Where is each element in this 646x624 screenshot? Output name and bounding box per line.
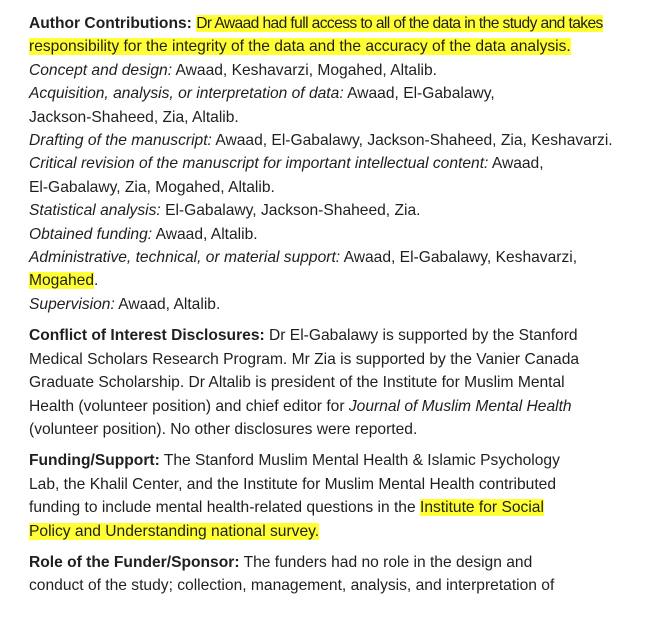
obtained-funding-line (29, 223, 641, 246)
supervision-line (29, 293, 641, 316)
supervision-label: Supervision: (29, 295, 115, 313)
funding-support-text-3: funding to include mental health-related questions in the (29, 499, 420, 517)
acquisition-line-1 (29, 82, 641, 105)
role-funder-line-1 (29, 551, 641, 574)
admin-support-label: Administrative, technical, or material support: (29, 249, 341, 267)
critical-revision-names-1: Awaad, (488, 155, 544, 173)
critical-revision-line-2 (29, 176, 641, 199)
concept-design-line (29, 59, 641, 82)
statistical-analysis-names: El-Gabalawy, Jackson-Shaheed, Zia. (160, 202, 421, 220)
author-contributions-line-1 (29, 12, 641, 35)
conflict-heading: Conflict of Interest Disclosures: (29, 327, 265, 345)
funding-support-heading: Funding/Support: (29, 452, 160, 470)
conflict-text-1: Dr El-Gabalawy is supported by the Stanford (264, 327, 578, 345)
highlight-data-responsibility: responsibility for the integrity of the data and the accuracy of the data analysis. (29, 38, 571, 56)
conflict-of-interest-section (29, 324, 641, 441)
acquisition-line-2 (29, 106, 641, 129)
acquisition-names-1: Awaad, El-Gabalawy, (343, 85, 495, 103)
funding-support-line-3 (29, 496, 641, 519)
acquisition-names-2: Jackson-Shaheed, Zia, Altalib. (29, 108, 239, 126)
admin-support-line-2 (29, 269, 641, 292)
conflict-line-2: Medical Scholars Research Program. Mr Zia is supported by the Vanier Canada (29, 350, 580, 368)
highlight-mogahed: Mogahed (29, 272, 95, 290)
author-contributions-heading: Author Contributions: (29, 15, 192, 32)
admin-support-line-1 (29, 246, 641, 269)
conflict-line-5: (volunteer position). No other disclosures were reported. (29, 420, 418, 438)
admin-support-period: . (94, 272, 99, 290)
funding-support-text-1: The Stanford Muslim Mental Health & Islamic Psychology (159, 452, 560, 470)
highlight-institute-social: Institute for Social (419, 499, 544, 517)
journal-title: Journal of Muslim Mental Health (348, 397, 572, 415)
concept-design-label: Concept and design: (29, 61, 173, 79)
drafting-names: Awaad, El-Gabalawy, Jackson-Shaheed, Zia, Keshavarzi. (211, 132, 613, 150)
role-funder-line-2: conduct of the study; collection, management, analysis, and interpretation of (29, 577, 555, 595)
critical-revision-label: Critical revision of the manuscript for important intellectual content: (29, 155, 489, 173)
drafting-line (29, 129, 641, 152)
statistical-analysis-label: Statistical analysis: (29, 202, 161, 220)
highlight-policy-survey: Policy and Understanding national survey. (29, 522, 320, 540)
acquisition-label: Acquisition, analysis, or interpretation of data: (29, 85, 344, 103)
admin-support-names-1: Awaad, El-Gabalawy, Keshavarzi, (340, 249, 578, 267)
conflict-line-3: Graduate Scholarship. Dr Altalib is president of the Institute for Muslim Mental (29, 374, 565, 392)
drafting-label: Drafting of the manuscript: (29, 132, 212, 150)
critical-revision-names-2: El-Gabalawy, Zia, Mogahed, Altalib. (29, 178, 275, 196)
supervision-names: Awaad, Altalib. (114, 295, 221, 313)
highlight-data-access: Dr Awaad had full access to all of the data in the study and takes (196, 15, 603, 32)
obtained-funding-names: Awaad, Altalib. (152, 225, 258, 243)
author-contributions-section (29, 12, 641, 316)
funding-support-line-1 (29, 449, 641, 472)
statistical-analysis-line (29, 199, 641, 222)
role-of-funder-section (29, 551, 641, 598)
document-body (29, 12, 641, 606)
funding-support-section (29, 449, 641, 543)
role-funder-heading: Role of the Funder/Sponsor: (29, 553, 240, 571)
conflict-line-1 (29, 324, 641, 347)
conflict-text-4: Health (volunteer position) and chief editor for (29, 397, 349, 415)
concept-design-names: Awaad, Keshavarzi, Mogahed, Altalib. (172, 61, 438, 79)
funding-support-line-2: Lab, the Khalil Center, and the Institute for Muslim Mental Health contributed (29, 475, 557, 493)
critical-revision-line-1 (29, 152, 641, 175)
role-funder-text-1: The funders had no role in the design and (239, 553, 533, 571)
obtained-funding-label: Obtained funding: (29, 225, 153, 243)
funding-support-line-4 (29, 520, 641, 543)
conflict-line-4 (29, 395, 641, 418)
author-contributions-line-2 (29, 35, 641, 58)
